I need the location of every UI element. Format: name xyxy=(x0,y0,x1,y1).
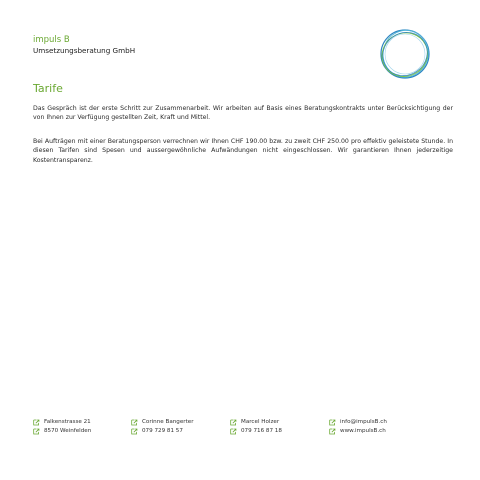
footer-online xyxy=(329,418,429,436)
footer-address xyxy=(33,418,133,436)
forward-icon xyxy=(33,428,40,435)
footer xyxy=(33,418,453,438)
brand-block xyxy=(33,35,135,56)
forward-icon xyxy=(230,419,237,426)
footer-email-line xyxy=(329,418,429,427)
forward-icon xyxy=(230,428,237,435)
forward-icon xyxy=(131,419,138,426)
forward-icon xyxy=(329,428,336,435)
page-title: Tarife xyxy=(33,82,63,95)
company-name: Umsetzungsberatung GmbH xyxy=(33,46,136,55)
footer-contact2-name-line xyxy=(230,418,330,427)
logo-circle-icon xyxy=(378,27,432,81)
footer-contact1-name-line xyxy=(131,418,231,427)
footer-web-link[interactable]: www.impulsB.ch xyxy=(340,428,386,434)
footer-city-line xyxy=(33,427,133,436)
footer-contact-marcel xyxy=(230,418,330,436)
footer-city: 8570 Weinfelden xyxy=(44,428,92,434)
forward-icon xyxy=(33,419,40,426)
footer-contact2-phone[interactable]: 079 716 87 18 xyxy=(241,428,282,434)
footer-email-link[interactable]: info@impulsB.ch xyxy=(340,419,387,425)
footer-street-line xyxy=(33,418,133,427)
footer-contact1-name: Corinne Bangerter xyxy=(142,419,194,425)
paragraph-intro: Das Gespräch ist der erste Schritt zur Zusammenarbeit. Wir arbeiten auf Basis eines Beratungskontrakts unter Berücksichtigung der von Ihnen zur Verfügung gestellten Zeit, Kraft und Mittel. xyxy=(33,105,453,122)
paragraph-rates: Bei Aufträgen mit einer Beratungsperson verrechnen wir Ihnen CHF 190.00 bzw. zu zweit CHF 250.00 pro effektiv geleistete Stunde. In diesen Tarifen sind Spesen und aussergewöhnliche Aufwändungen nicht eingeschlossen. Wir garantieren Ihnen jederzeitige Kostentransparenz. xyxy=(33,138,453,164)
footer-street: Falkenstrasse 21 xyxy=(44,419,91,425)
footer-contact1-phone-line xyxy=(131,427,231,436)
footer-contact1-phone[interactable]: 079 729 81 57 xyxy=(142,428,183,434)
footer-contact-corinne xyxy=(131,418,231,436)
brand-name: impuls B xyxy=(33,35,70,45)
forward-icon xyxy=(131,428,138,435)
footer-web-line xyxy=(329,427,429,436)
forward-icon xyxy=(329,419,336,426)
footer-contact2-phone-line xyxy=(230,427,330,436)
footer-contact2-name: Marcel Holzer xyxy=(241,419,280,425)
